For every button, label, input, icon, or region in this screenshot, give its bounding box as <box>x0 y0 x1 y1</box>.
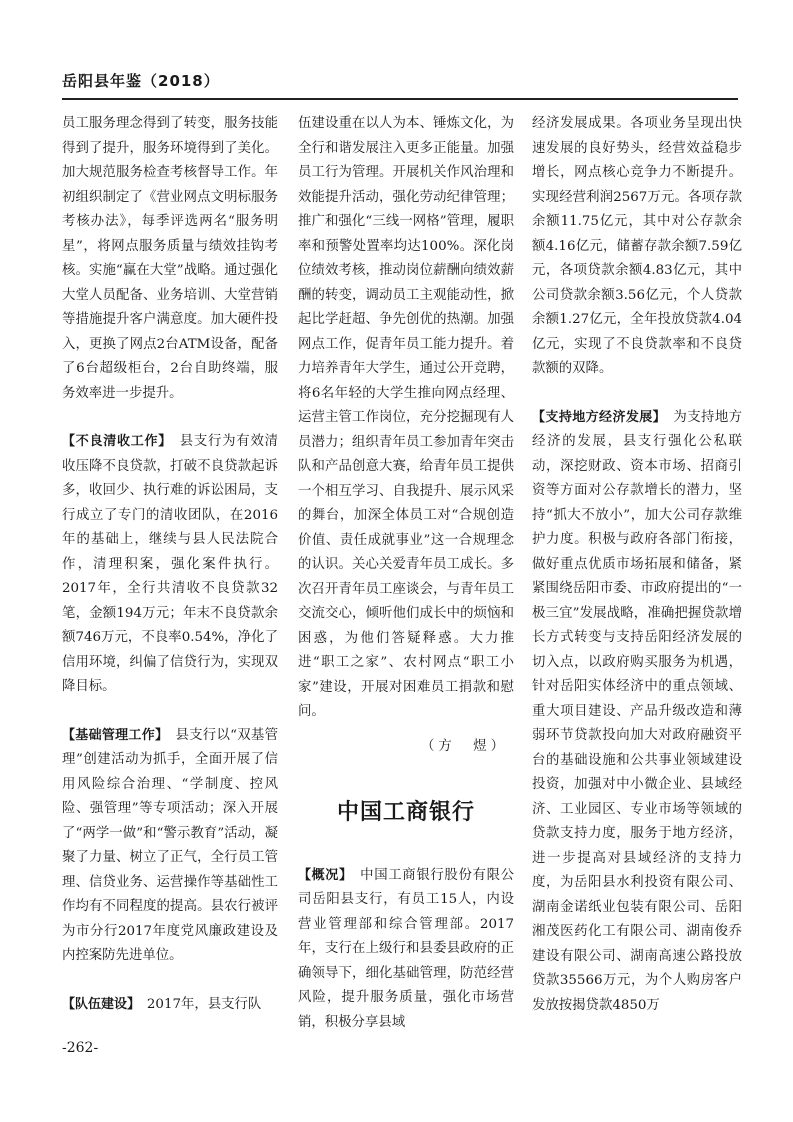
running-header: 岳阳县年鉴（2018） <box>62 72 220 90</box>
paragraph-text: 县支行以“双基管理”创建活动为抓手，全面开展了信用风险综合治理、“学制度、控风险、强管理”等专项活动；深入开展了“两学一做”和“警示教育”活动，凝聚了力量、树立了正气，全行员工管理、信贷业务、运营操作等基础性工作均有不同程度的提高。县农行被评为市分行2017年度党风廉政建设及内控案防先进单位。 <box>62 727 278 963</box>
paragraph-text: 中国工商银行股份有限公司岳阳县支行，有员工15人，内设营业管理部和综合管理部。2017年，支行在上级行和县委县政府的正确领导下，细化基础管理，防范经营风险，提升服务质量，强化市场营销，积极分享县域 <box>298 867 514 1030</box>
header-rule <box>62 98 738 100</box>
column-middle <box>298 112 514 1035</box>
paragraph-icbc-overview <box>298 864 514 1036</box>
paragraph-bad-loans <box>62 430 278 700</box>
paragraph-local-economy <box>532 406 742 1019</box>
paragraph-text: 为支持地方经济的发展，县支行强化公私联动，深挖财政、资本市场、招商引资等方面对公存款增长的潜力，坚持“抓大不放小”，加大公司存款维护力度。积极与政府各部门衔接，做好重点优质市场拓展和储备，紧紧围绕岳阳市委、市政府提出的“一极三宜”发展战略，准确把握贷款增长方式转变与支持岳阳经济发展的切入点，以政府购买服务为机遇，针对岳阳实体经济中的重点领域、重大项目建设、产品升级改造和薄弱环节贷款投向加大对政府融资平台的基础设施和公共事业领域建设投资，加强对中小微企业、县域经济、工业园区、专业市场等领域的贷款支持力度，服务于地方经济，进一步提高对县域经济的支持力度，为岳阳县水利投资有限公司、湖南金诺纸业包装有限公司、岳阳湘茂医药化工有限公司、湖南俊乔建设有限公司、湖南高速公路投放贷款35566万元，为个人购房客户发放按揭贷款4850万 <box>532 409 743 1013</box>
section-heading: 【队伍建设】 <box>62 996 134 1012</box>
paragraph-service: 员工服务理念得到了转变，服务技能得到了提升，服务环境得到了美化。加大规范服务检查考核督导工作。年初组织制定了《营业网点文明标服务考核办法》，每季评选两名“服务明星”，将网点服务质量与绩效挂钩考核。实施“赢在大堂”战略。通过强化大堂人员配备、业务培训、大堂营销等措施提升客户满意度。加大硬件投入，更换了网点2台ATM设备，配备了6台超级柜台，2台自助终端，服务效率进一步提升。 <box>62 116 278 401</box>
paragraph-text: 县支行为有效清收压降不良贷款，打破不良贷款起诉多，收回少、执行难的诉讼困局，支行成立了专门的清收团队，在2016年的基础上，继续与县人民法院合作，清理积案，强化案件执行。2017年，全行共清收不良贷款32笔，金额194万元；年末不良贷款余额746万元，不良率0.54%，净化了信用环境，纠偏了信贷行为，实现双降目标。 <box>62 434 278 694</box>
author-signature: （方 煜） <box>421 738 508 754</box>
paragraph-basic-management <box>62 724 278 969</box>
paragraph-team-cont: 伍建设重在以人为本、锤炼文化，为全行和谐发展注入更多正能量。加强员工行为管理。开展机关作风治理和效能提升活动，强化劳动纪律管理；推广和强化“三线一网格”管理，履职率和预警处置率均达100%。深化岗位绩效考核，推动岗位薪酬向绩效薪酬的转变，调动员工主观能动性，掀起比学赶超、争先创优的热潮。加强网点工作，促青年员工能力提升。着力培养青年大学生，通过公开竞聘，将6名年轻的大学生推向网点经理、运营主管工作岗位，充分挖掘现有人员潜力；组织青年员工参加青年突击队和产品创意大赛，给青年员工提供一个相互学习、自我提升、展示风采的舞台，加深全体员工对“合规创造价值、责任成就事业”这一合规理念的认识。关心关爱青年员工成长。多次召开青年员工座谈会，与青年员工交流交心，倾听他们成长中的烦恼和困惑，为他们答疑释惑。大力推进“职工之家”、农村网点“职工小家”建设，开展对困难员工捐款和慰问。 <box>298 116 514 719</box>
paragraph-icbc-results: 经济发展成果。各项业务呈现出快速发展的良好势头，经营效益稳步增长，网点核心竞争力不断提升。实现经营利润2567万元。各项存款余额11.75亿元，其中对公存款余额4.16亿元，储蓄存款余额7.59亿元，各项贷款余额4.83亿元，其中公司贷款余额3.56亿元，个人贷款余额1.27亿元，全年投放贷款4.04亿元，实现了不良贷款率和不良贷款额的双降。 <box>532 116 742 376</box>
page-number: -262- <box>62 1040 99 1056</box>
section-heading: 【不良清收工作】 <box>62 434 166 449</box>
section-heading: 【概况】 <box>298 867 347 883</box>
column-right <box>532 112 742 1018</box>
section-heading: 【基础管理工作】 <box>62 727 162 743</box>
section-heading: 【支持地方经济发展】 <box>532 409 660 425</box>
paragraph-team <box>62 993 278 1018</box>
column-left <box>62 112 278 1017</box>
bank-section-title: 中国工商银行 <box>336 800 475 825</box>
paragraph-text: 2017年，县支行队 <box>146 996 262 1012</box>
